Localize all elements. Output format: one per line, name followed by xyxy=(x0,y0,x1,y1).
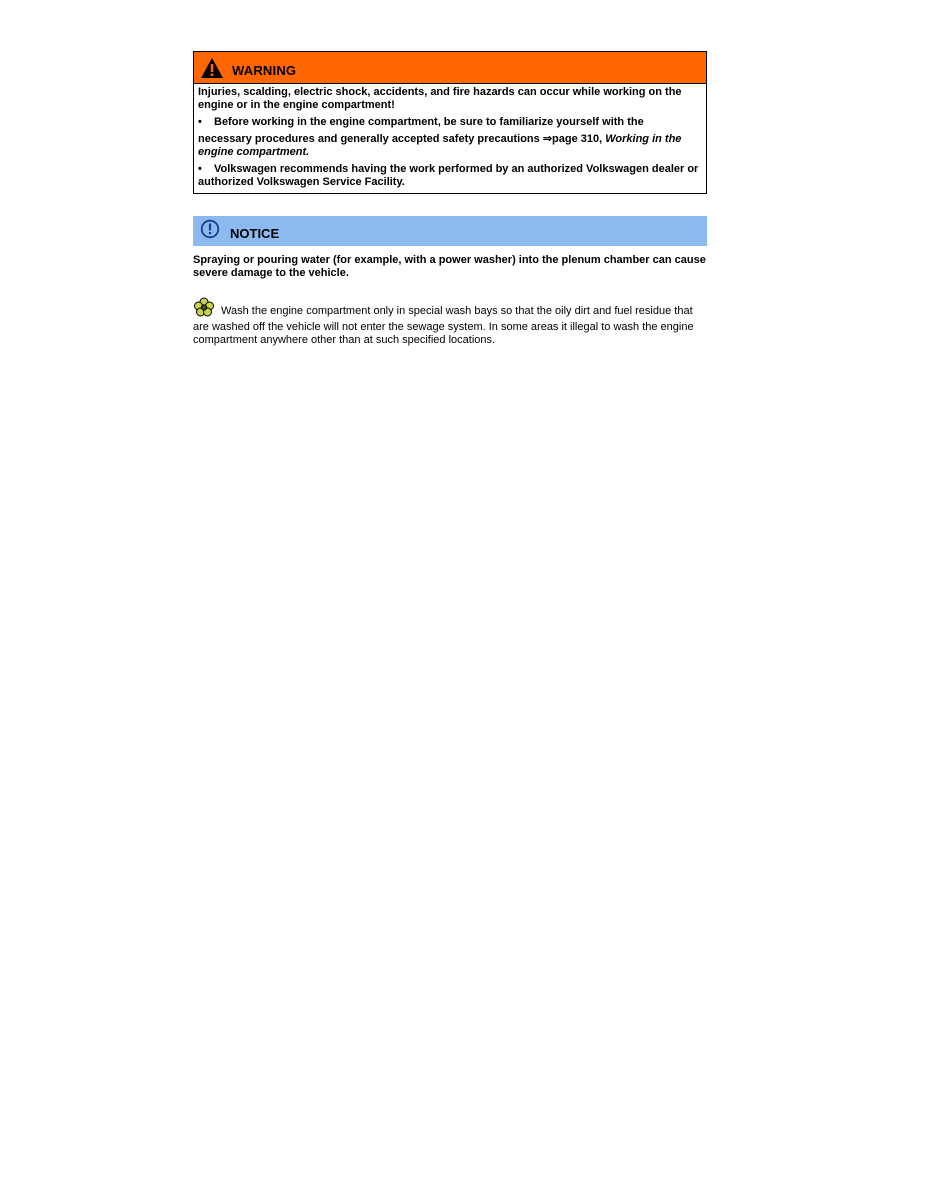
page-reference-link[interactable]: Working in the engine compartment. xyxy=(198,133,682,158)
warning-title: WARNING xyxy=(232,63,297,78)
warning-bullet-1-continuation xyxy=(198,133,702,159)
environment-text: Wash the engine compartment only in special wash bays so that the oily dirt and fuel residue that are washed off the vehicle will not enter the sewage system. In some areas it illegal to wash the engine compartment anywhere other than at such specified locations. xyxy=(193,305,694,346)
warning-bullet-1 xyxy=(198,116,702,129)
warning-bullet-2-text: Volkswagen recommends having the work performed by an authorized Volkswagen dealer or authorized Volkswagen Service Facility. xyxy=(198,163,699,188)
warning-bullet-1-cont-text: necessary procedures and generally accepted safety precautions ⇒page 310, xyxy=(198,133,606,145)
notice-exclamation-icon xyxy=(200,219,220,244)
warning-body xyxy=(194,84,706,193)
environment-note xyxy=(193,297,707,347)
notice-title: NOTICE xyxy=(230,225,280,241)
bullet-marker: • xyxy=(198,116,202,128)
warning-header xyxy=(194,52,706,84)
notice-text: Spraying or pouring water (for example, with a power washer) into the plenum chamber can cause severe damage to the vehicle. xyxy=(193,254,706,279)
warning-triangle-icon xyxy=(200,57,224,79)
warning-bullet-1-text: Before working in the engine compartment, be sure to familiarize yourself with the xyxy=(214,116,644,128)
environment-flower-icon xyxy=(193,297,215,321)
warning-box xyxy=(193,51,707,194)
notice-header xyxy=(193,216,707,246)
environment-text-paragraph xyxy=(193,297,707,347)
bullet-marker: • xyxy=(198,163,202,175)
warning-bullet-2 xyxy=(198,163,702,189)
warning-intro: Injuries, scalding, electric shock, accidents, and fire hazards can occur while working on the engine or in the engine compartment! xyxy=(198,86,682,111)
notice-body xyxy=(193,254,707,280)
